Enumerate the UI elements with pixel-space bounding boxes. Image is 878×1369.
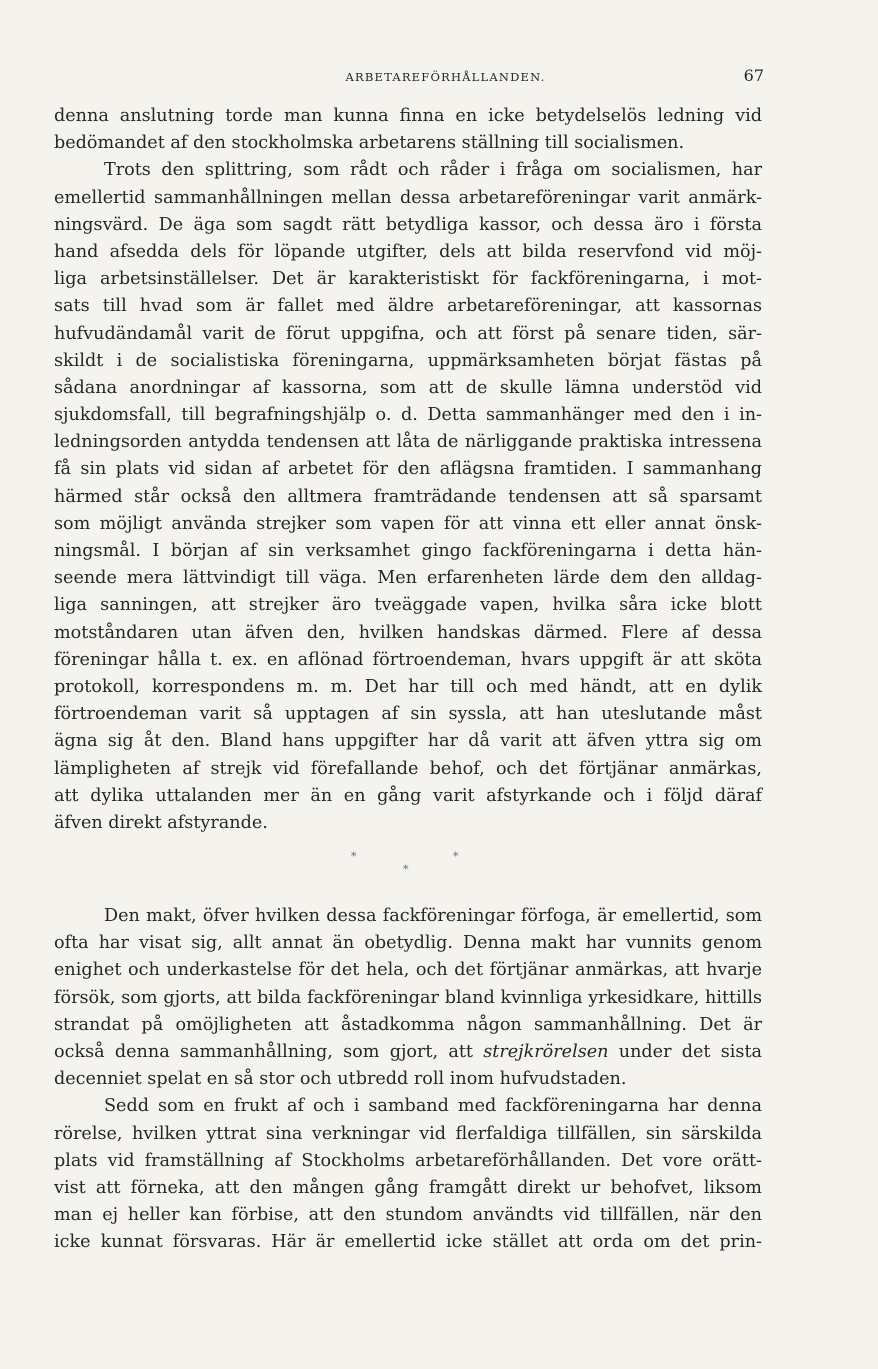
text-line: ningsmål. I början af sin verksamhet gingo fackföreningarna i detta hän- [54, 541, 762, 561]
italic-term: strejkrörelsen [483, 1041, 609, 1062]
running-title: ARBETAREFÖRHÅLLANDEN. [345, 70, 546, 84]
text-line: lämpligheten af strejk vid förefallande behof, och det förtjänar anmärkas, [54, 758, 762, 779]
text-line: man ej heller kan förbise, att den stundom användts vid tillfällen, när den [54, 1205, 762, 1226]
text-line: sådana anordningar af kassorna, som att de skulle lämna understöd vid [54, 377, 762, 398]
text-line: hufvudändamål varit de förut uppgifna, och att först på senare tiden, sär- [54, 323, 762, 344]
text-line: vist att förneka, att den mången gång framgått direkt ur behofvet, liksom [54, 1177, 762, 1198]
asterisk-icon: * [351, 850, 357, 863]
text-line: liga arbetsinställelser. Det är karakteristiskt för fackföreningarna, i mot- [54, 269, 762, 290]
text-line: sats till hvad som är fallet med äldre arbetareföreningar, att kassornas [54, 296, 762, 317]
text-line: seende mera lättvindigt till väga. Men erfarenheten lärde dem den alldag- [54, 568, 762, 589]
text-line-emphasis [54, 1039, 762, 1066]
text-span: under det sista [608, 1041, 763, 1062]
text-line: skildt i de socialistiska föreningarna, uppmärksamheten börjat fästas på [54, 350, 762, 371]
text-line: föreningar hålla t. ex. en aflönad förtroendeman, hvars uppgift är att sköta [54, 649, 762, 670]
text-line: Sedd som en frukt af och i samband med fackföreningarna har denna [104, 1096, 762, 1117]
text-line: protokoll, korrespondens m. m. Det har till och med händt, att en dylik [54, 676, 762, 697]
text-line: äfven direkt afstyrande. [54, 812, 268, 833]
text-line: förtroendeman varit så upptagen af sin syssla, att han uteslutande måst [54, 704, 762, 725]
text-line: motståndaren utan äfven den, hvilken handskas därmed. Flere af dessa [54, 622, 762, 643]
text-line: Den makt, öfver hvilken dessa fackföreningar förfoga, är emellertid, som [104, 906, 762, 926]
text-line: strandat på omöjligheten att åstadkomma någon sammanhållning. Det är [54, 1014, 762, 1035]
text-line: icke kunnat försvaras. Här är emellertid icke stället att orda om det prin- [54, 1232, 762, 1253]
text-line: denna anslutning torde man kunna finna en icke betydelselös ledning vid [54, 106, 762, 126]
text-line: emellertid sammanhållningen mellan dessa arbetareföreningar varit anmärk- [54, 187, 762, 208]
text-line: enighet och underkastelse för det hela, och det förtjänar anmärkas, att hvarje [54, 960, 762, 981]
running-head [54, 64, 762, 88]
asterisk-icon: * [453, 850, 459, 863]
text-line: ofta har visat sig, allt annat än obetydlig. Denna makt har vunnits genom [54, 933, 762, 954]
section-separator [0, 848, 878, 878]
text-line: få sin plats vid sidan af arbetet för den aflägsna framtiden. I sammanhang [54, 459, 762, 480]
page-number: 67 [743, 66, 764, 85]
text-line: ägna sig åt den. Bland hans uppgifter har då varit att äfven yttra sig om [54, 731, 762, 752]
text-line: Trots den splittring, som rådt och råder i fråga om socialismen, har [104, 160, 762, 181]
text-line: liga sanningen, att strejker äro tveäggade vapen, hvilka såra icke blott [54, 595, 762, 616]
asterisk-icon: * [403, 863, 409, 876]
text-line: som möjligt använda strejker som vapen för att vinna ett eller annat önsk- [54, 513, 762, 534]
text-line: decenniet spelat en så stor och utbredd roll inom hufvudstaden. [54, 1069, 627, 1090]
text-line: ningsvärd. De äga som sagdt rätt betydliga kassor, och dessa äro i första [54, 214, 762, 235]
text-line: ledningsorden antydda tendensen att låta de närliggande praktiska intressena [54, 432, 762, 453]
section-2-text [54, 903, 762, 1256]
text-line: plats vid framställning af Stockholms arbetareförhållanden. Det vore orätt- [54, 1150, 762, 1171]
text-line: härmed står också den alltmera framträdande tendensen att så sparsamt [54, 486, 762, 507]
text-line: att dylika uttalanden mer än en gång varit afstyrkande och i följd däraf [54, 785, 762, 806]
text-line: hand afsedda dels för löpande utgifter, dels att bilda reservfond vid möj- [54, 241, 762, 262]
text-span: också denna sammanhållning, som gjort, att [54, 1041, 484, 1062]
section-1-text [54, 103, 762, 837]
text-line: bedömandet af den stockholmska arbetarens ställning till socialismen. [54, 133, 685, 154]
text-line: försök, som gjorts, att bilda fackföreningar bland kvinnliga yrkesidkare, hittills [54, 987, 762, 1008]
text-line: rörelse, hvilken yttrat sina verkningar vid flerfaldiga tillfällen, sin särskilda [54, 1123, 762, 1144]
text-line: sjukdomsfall, till begrafningshjälp o. d. Detta sammanhänger med den i in- [54, 405, 762, 426]
